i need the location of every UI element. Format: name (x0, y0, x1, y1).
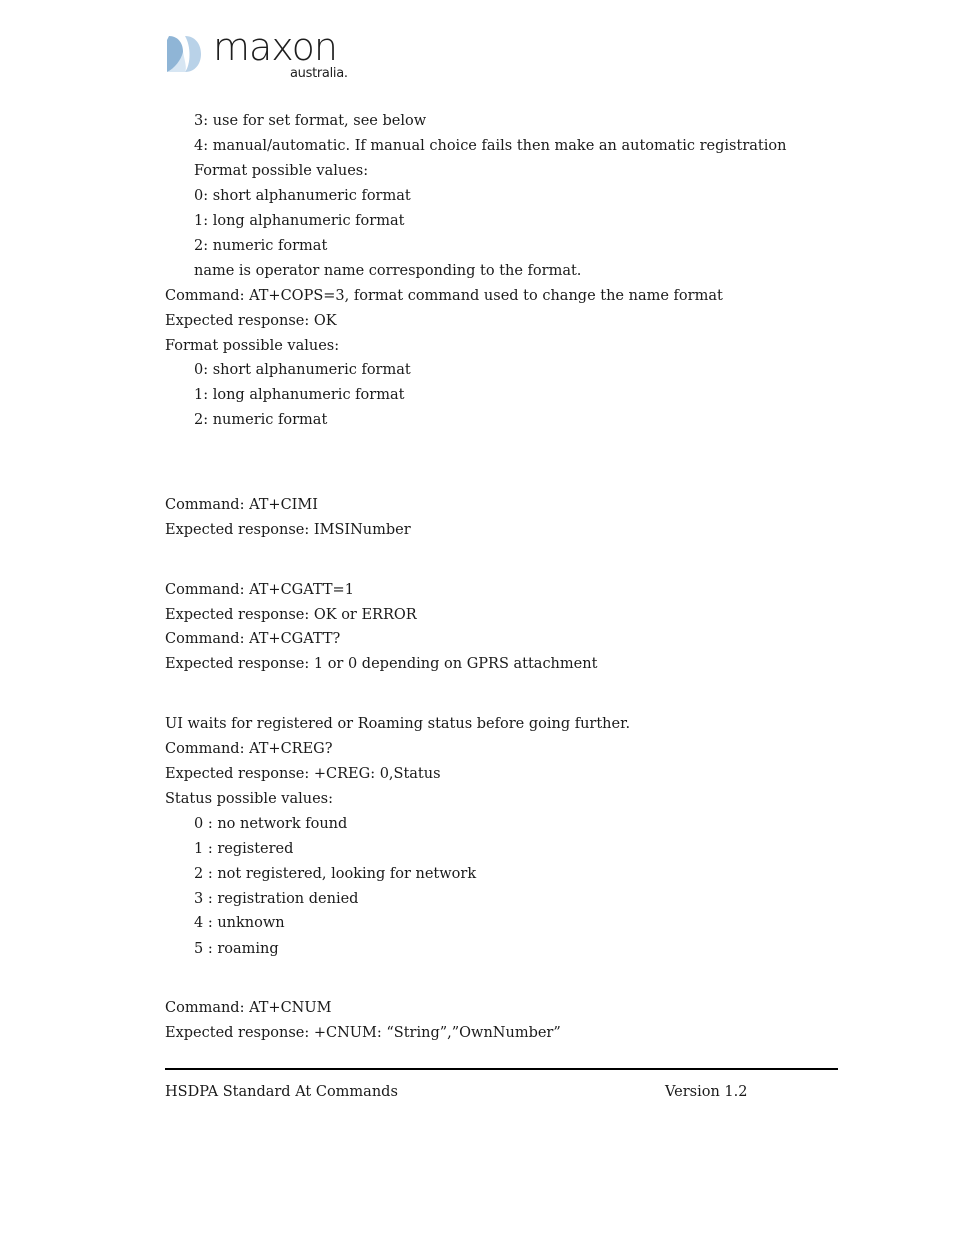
text-line: 0: short alphanumeric format (194, 362, 411, 378)
text-line: 1: long alphanumeric format (194, 387, 405, 403)
text-line: 3 : registration denied (194, 891, 359, 907)
text-line: UI waits for registered or Roaming status before going further. (165, 716, 631, 732)
text-line: Format possible values: (194, 163, 369, 179)
text-line: Expected response: 1 or 0 depending on GPRS attachment (165, 656, 598, 672)
text-line: Expected response: OK (165, 313, 337, 329)
text-line: Command: AT+CIMI (165, 497, 318, 513)
text-line: Command: AT+CNUM (165, 1000, 332, 1016)
text-line: Expected response: OK or ERROR (165, 607, 417, 623)
text-line: Command: AT+CGATT? (165, 631, 341, 647)
logo-subtitle: australia. (290, 66, 348, 81)
text-line: 5 : roaming (194, 941, 279, 957)
text-line: 2: numeric format (194, 238, 328, 254)
logo-leaf-icon (165, 34, 205, 74)
text-line: Expected response: +CREG: 0,Status (165, 766, 441, 782)
text-line: name is operator name corresponding to the format. (194, 263, 582, 279)
text-line: Expected response: +CNUM: “String”,”OwnNumber” (165, 1025, 561, 1041)
text-line: Command: AT+CGATT=1 (165, 582, 354, 598)
logo-wordmark: maxon (213, 25, 337, 69)
text-line: 4: manual/automatic. If manual choice fails then make an automatic registration (194, 138, 787, 154)
text-line: 3: use for set format, see below (194, 113, 427, 129)
text-line: Command: AT+COPS=3, format command used to change the name format (165, 288, 723, 304)
text-line: 1: long alphanumeric format (194, 213, 405, 229)
footer-title: HSDPA Standard At Commands (165, 1084, 398, 1100)
text-line: 2 : not registered, looking for network (194, 866, 477, 882)
text-line: 0 : no network found (194, 816, 348, 832)
text-line: Format possible values: (165, 338, 340, 354)
text-line: 2: numeric format (194, 412, 328, 428)
text-line: 0: short alphanumeric format (194, 188, 411, 204)
footer-divider (165, 1068, 838, 1070)
footer-version: Version 1.2 (665, 1084, 748, 1100)
text-line: Command: AT+CREG? (165, 741, 333, 757)
text-line: Status possible values: (165, 791, 333, 807)
text-line: 4 : unknown (194, 915, 285, 931)
maxon-australia-logo (165, 25, 365, 84)
text-line: Expected response: IMSINumber (165, 522, 411, 538)
text-line: 1 : registered (194, 841, 294, 857)
